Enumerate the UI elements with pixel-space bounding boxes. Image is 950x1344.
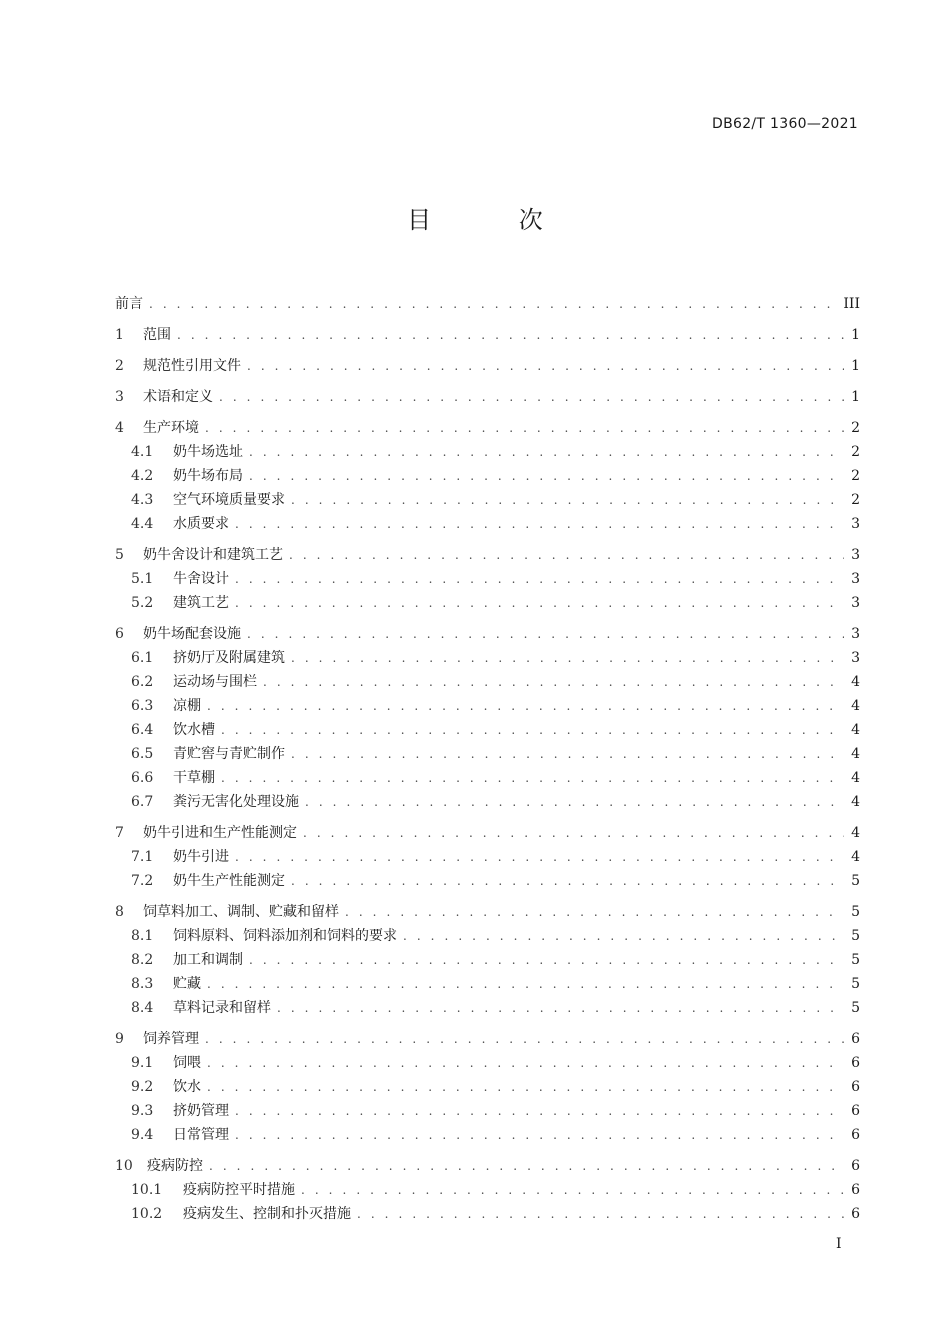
- toc-entry-title: 奶牛舍设计和建筑工艺: [143, 547, 283, 563]
- toc-entry-number: 9.1: [131, 1055, 154, 1071]
- toc-entry-number: 10: [115, 1158, 133, 1174]
- toc-entry[interactable]: [115, 539, 860, 563]
- toc-entry-number: 10.1: [131, 1182, 163, 1198]
- toc-leader-dots: [249, 444, 844, 460]
- toc-entry-page: 3: [851, 547, 860, 563]
- toc-entry-number: 9.4: [131, 1127, 154, 1143]
- toc-entry-page: 2: [851, 420, 860, 436]
- toc-entry[interactable]: [115, 992, 860, 1016]
- toc-entry-title: 运动场与围栏: [173, 674, 257, 690]
- toc-entry[interactable]: [115, 817, 860, 841]
- toc-leader-dots: [277, 1000, 844, 1016]
- toc-entry-title: 前言: [115, 296, 143, 312]
- toc-leader-dots: [263, 674, 844, 690]
- toc-entry-title: 疫病防控: [147, 1158, 203, 1174]
- toc-leader-dots: [357, 1206, 844, 1222]
- toc-entry-number: 4: [115, 420, 124, 436]
- toc-leader-dots: [305, 794, 844, 810]
- toc-entry-page: 6: [851, 1055, 860, 1071]
- toc-leader-dots: [205, 420, 844, 436]
- toc-entry-page: 6: [851, 1182, 860, 1198]
- toc-leader-dots: [247, 358, 844, 374]
- toc-leader-dots: [207, 976, 844, 992]
- table-of-contents: [115, 288, 860, 1222]
- toc-entry-number: 6: [115, 626, 124, 642]
- toc-entry[interactable]: [115, 1150, 860, 1174]
- toc-entry-title: 奶牛场选址: [173, 444, 243, 460]
- standard-code: DB62/T 1360—2021: [712, 116, 858, 132]
- toc-entry[interactable]: [115, 587, 860, 611]
- toc-entry-page: 4: [851, 722, 860, 738]
- toc-entry-title: 饮水: [173, 1079, 201, 1095]
- toc-entry[interactable]: [115, 508, 860, 532]
- toc-entry-title: 饲草料加工、调制、贮藏和留样: [143, 904, 339, 920]
- toc-leader-dots: [177, 327, 844, 343]
- toc-entry-title: 奶牛引进和生产性能测定: [143, 825, 297, 841]
- toc-leader-dots: [205, 1031, 844, 1047]
- toc-leader-dots: [249, 468, 844, 484]
- toc-entry-number: 9: [115, 1031, 124, 1047]
- toc-entry[interactable]: [115, 484, 860, 508]
- toc-entry-title: 凉棚: [173, 698, 201, 714]
- toc-entry-number: 9.2: [131, 1079, 154, 1095]
- toc-entry-page: III: [843, 296, 860, 312]
- toc-leader-dots: [207, 1055, 844, 1071]
- toc-entry-number: 3: [115, 389, 124, 405]
- toc-entry[interactable]: [115, 1119, 860, 1143]
- toc-entry-number: 5.1: [131, 571, 154, 587]
- toc-entry[interactable]: [115, 460, 860, 484]
- toc-entry-page: 4: [851, 770, 860, 786]
- toc-entry-number: 4.3: [131, 492, 154, 508]
- toc-entry-page: 4: [851, 849, 860, 865]
- toc-entry-title: 牛舍设计: [173, 571, 229, 587]
- toc-entry-page: 4: [851, 698, 860, 714]
- toc-leader-dots: [235, 571, 844, 587]
- toc-entry-title: 饲喂: [173, 1055, 201, 1071]
- toc-entry-title: 贮藏: [173, 976, 201, 992]
- toc-entry-number: 8: [115, 904, 124, 920]
- toc-entry-page: 6: [851, 1079, 860, 1095]
- toc-entry[interactable]: [115, 319, 860, 343]
- toc-entry[interactable]: [115, 968, 860, 992]
- toc-leader-dots: [235, 1127, 844, 1143]
- toc-leader-dots: [149, 296, 837, 312]
- toc-entry-number: 8.4: [131, 1000, 154, 1016]
- toc-entry-number: 7: [115, 825, 124, 841]
- toc-leader-dots: [291, 873, 844, 889]
- toc-entry-number: 4.4: [131, 516, 154, 532]
- toc-entry[interactable]: [115, 381, 860, 405]
- toc-entry-number: 6.1: [131, 650, 154, 666]
- toc-entry[interactable]: [115, 563, 860, 587]
- toc-entry-number: 5.2: [131, 595, 154, 611]
- toc-leader-dots: [207, 1079, 844, 1095]
- toc-entry[interactable]: [115, 412, 860, 436]
- toc-leader-dots: [291, 650, 844, 666]
- toc-entry-page: 4: [851, 746, 860, 762]
- toc-entry-number: 8.3: [131, 976, 154, 992]
- toc-entry-page: 5: [851, 952, 860, 968]
- toc-entry[interactable]: [115, 896, 860, 920]
- toc-entry[interactable]: [115, 618, 860, 642]
- toc-leader-dots: [289, 547, 844, 563]
- toc-leader-dots: [345, 904, 844, 920]
- toc-entry-page: 1: [851, 358, 860, 374]
- toc-entry-page: 4: [851, 674, 860, 690]
- toc-leader-dots: [235, 849, 844, 865]
- toc-title: 目 次: [407, 206, 583, 234]
- toc-entry-title: 日常管理: [173, 1127, 229, 1143]
- toc-entry-page: 6: [851, 1206, 860, 1222]
- toc-entry-number: 1: [115, 327, 124, 343]
- toc-entry-title: 青贮窖与青贮制作: [173, 746, 285, 762]
- toc-leader-dots: [219, 389, 844, 405]
- toc-leader-dots: [235, 595, 844, 611]
- toc-entry-title: 建筑工艺: [173, 595, 229, 611]
- toc-entry-page: 5: [851, 976, 860, 992]
- toc-entry-number: 5: [115, 547, 124, 563]
- toc-entry[interactable]: [115, 786, 860, 810]
- toc-entry-page: 5: [851, 904, 860, 920]
- toc-entry[interactable]: [115, 841, 860, 865]
- toc-entry-page: 4: [851, 794, 860, 810]
- toc-entry-title: 饲料原料、饲料添加剂和饲料的要求: [173, 928, 397, 944]
- toc-entry-number: 6.6: [131, 770, 154, 786]
- toc-leader-dots: [303, 825, 844, 841]
- toc-leader-dots: [235, 516, 844, 532]
- toc-entry[interactable]: [115, 436, 860, 460]
- toc-entry[interactable]: [115, 288, 860, 312]
- toc-entry-title: 疫病发生、控制和扑灭措施: [183, 1206, 351, 1222]
- toc-entry-number: 4.2: [131, 468, 154, 484]
- toc-entry-title: 水质要求: [173, 516, 229, 532]
- toc-entry-title: 奶牛场布局: [173, 468, 243, 484]
- toc-entry-title: 奶牛生产性能测定: [173, 873, 285, 889]
- toc-entry-title: 粪污无害化处理设施: [173, 794, 299, 810]
- toc-entry-number: 8.2: [131, 952, 154, 968]
- toc-entry[interactable]: [115, 944, 860, 968]
- toc-entry-page: 3: [851, 626, 860, 642]
- toc-entry-title: 挤奶管理: [173, 1103, 229, 1119]
- toc-entry-title: 空气环境质量要求: [173, 492, 285, 508]
- toc-entry-number: 4.1: [131, 444, 154, 460]
- toc-entry-page: 2: [851, 468, 860, 484]
- toc-entry-number: 2: [115, 358, 124, 374]
- toc-leader-dots: [209, 1158, 844, 1174]
- toc-entry-number: 7.1: [131, 849, 154, 865]
- toc-leader-dots: [221, 722, 844, 738]
- toc-entry-page: 5: [851, 873, 860, 889]
- toc-entry-page: 5: [851, 1000, 860, 1016]
- toc-entry[interactable]: [115, 690, 860, 714]
- toc-entry-page: 6: [851, 1158, 860, 1174]
- toc-entry-title: 范围: [143, 327, 171, 343]
- toc-entry-page: 3: [851, 516, 860, 532]
- toc-leader-dots: [247, 626, 844, 642]
- toc-leader-dots: [235, 1103, 844, 1119]
- toc-entry[interactable]: [115, 1095, 860, 1119]
- toc-entry-number: 6.3: [131, 698, 154, 714]
- toc-leader-dots: [221, 770, 844, 786]
- toc-entry[interactable]: [115, 738, 860, 762]
- toc-entry-number: 7.2: [131, 873, 154, 889]
- toc-entry[interactable]: [115, 714, 860, 738]
- toc-entry-page: 5: [851, 928, 860, 944]
- toc-entry-page: 6: [851, 1103, 860, 1119]
- toc-entry-title: 干草棚: [173, 770, 215, 786]
- toc-leader-dots: [291, 746, 844, 762]
- toc-entry[interactable]: [115, 350, 860, 374]
- toc-entry-page: 1: [851, 327, 860, 343]
- toc-entry-title: 术语和定义: [143, 389, 213, 405]
- toc-entry-number: 6.7: [131, 794, 154, 810]
- toc-entry-title: 饮水槽: [173, 722, 215, 738]
- toc-entry-page: 3: [851, 571, 860, 587]
- toc-entry[interactable]: [115, 762, 860, 786]
- toc-entry-page: 2: [851, 444, 860, 460]
- toc-leader-dots: [249, 952, 844, 968]
- toc-entry-title: 生产环境: [143, 420, 199, 436]
- toc-entry-number: 10.2: [131, 1206, 163, 1222]
- toc-entry-title: 疫病防控平时措施: [183, 1182, 295, 1198]
- toc-entry-page: 6: [851, 1031, 860, 1047]
- toc-entry-title: 饲养管理: [143, 1031, 199, 1047]
- toc-entry-number: 6.4: [131, 722, 154, 738]
- toc-entry-page: 4: [851, 825, 860, 841]
- toc-entry-number: 6.5: [131, 746, 154, 762]
- toc-entry-page: 1: [851, 389, 860, 405]
- toc-entry[interactable]: [115, 1198, 860, 1222]
- toc-leader-dots: [291, 492, 844, 508]
- toc-entry-title: 草料记录和留样: [173, 1000, 271, 1016]
- toc-entry-title: 加工和调制: [173, 952, 243, 968]
- toc-entry-title: 挤奶厅及附属建筑: [173, 650, 285, 666]
- toc-entry[interactable]: [115, 865, 860, 889]
- toc-entry-page: 6: [851, 1127, 860, 1143]
- toc-entry-page: 3: [851, 595, 860, 611]
- toc-entry-title: 奶牛引进: [173, 849, 229, 865]
- toc-entry-title: 规范性引用文件: [143, 358, 241, 374]
- toc-entry[interactable]: [115, 1174, 860, 1198]
- toc-leader-dots: [207, 698, 844, 714]
- toc-entry-number: 6.2: [131, 674, 154, 690]
- toc-entry[interactable]: [115, 1023, 860, 1047]
- toc-leader-dots: [403, 928, 844, 944]
- toc-entry[interactable]: [115, 1047, 860, 1071]
- toc-entry[interactable]: [115, 920, 860, 944]
- toc-entry-page: 3: [851, 650, 860, 666]
- toc-entry-number: 8.1: [131, 928, 154, 944]
- toc-entry-page: 2: [851, 492, 860, 508]
- toc-entry[interactable]: [115, 1071, 860, 1095]
- toc-leader-dots: [301, 1182, 844, 1198]
- toc-entry[interactable]: [115, 666, 860, 690]
- toc-entry-title: 奶牛场配套设施: [143, 626, 241, 642]
- page-number: I: [836, 1236, 842, 1252]
- toc-entry[interactable]: [115, 642, 860, 666]
- toc-entry-number: 9.3: [131, 1103, 154, 1119]
